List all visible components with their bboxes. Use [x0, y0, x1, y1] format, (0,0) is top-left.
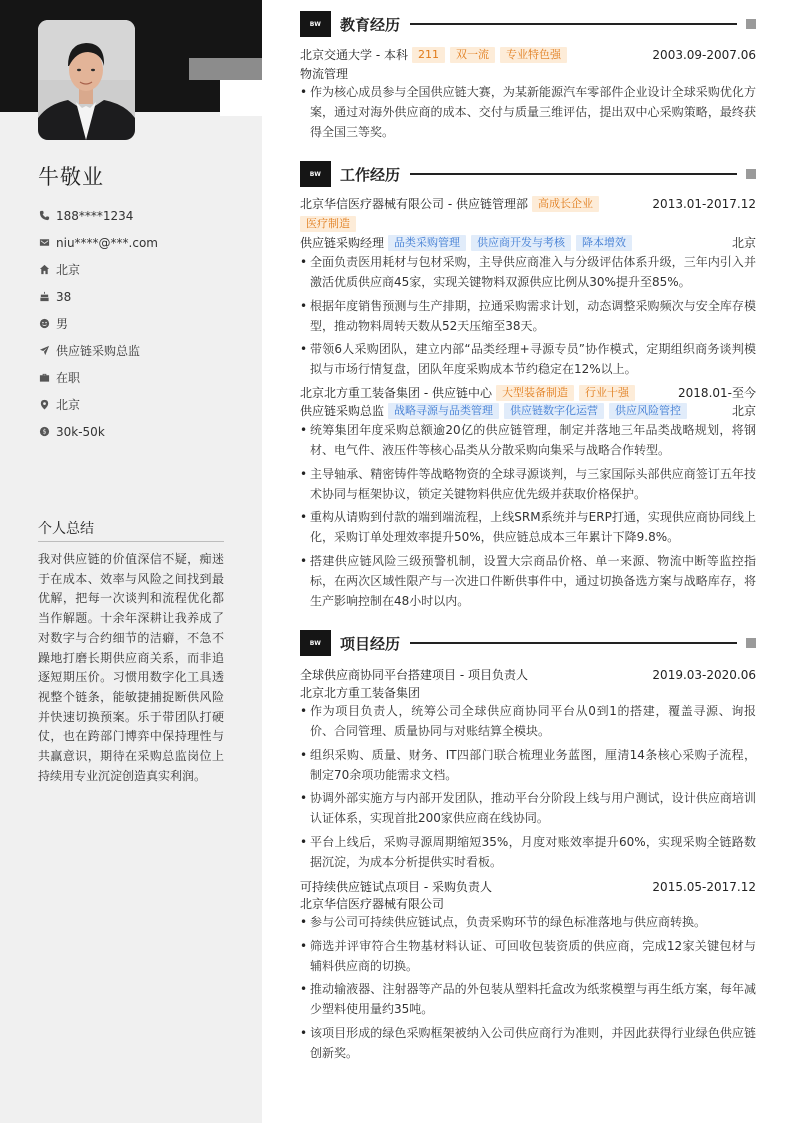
education-header — [300, 11, 756, 37]
job-company-tag-row — [300, 216, 756, 232]
job-date: 2018.01-至今 — [678, 386, 756, 400]
list-item: • 带领6人采购团队，建立内部“品类经理+寻源专员”协作模式，定期组织商务谈判模拟与市场行情复盘，团队年度采购成本节约稳定在12%以上。 — [300, 339, 756, 379]
skill-tag: 降本增效 — [576, 235, 632, 251]
project-date: 2019.03-2020.06 — [652, 667, 756, 682]
list-item: • 该项目形成的绿色采购框架被纳入公司供应商行为准则，并因此获得行业绿色供应链创新奖。 — [300, 1023, 756, 1063]
section-logo: BW — [300, 630, 331, 656]
salary-icon — [38, 426, 50, 438]
job-company-row — [300, 195, 756, 212]
avatar-illustration — [38, 20, 135, 140]
project-name: 可持续供应链试点项目 - 采购负责人 — [300, 880, 492, 894]
header-white-block — [220, 80, 262, 116]
education-bullets — [300, 82, 756, 146]
list-item: • 根据年度销售预测与生产排期，拉通采购需求计划，动态调整采购频次与安全库存模型，推动物料周转天数从52天压缩至38天。 — [300, 296, 756, 336]
project-org-row — [300, 895, 756, 912]
project-bullets — [300, 912, 756, 1066]
job-date: 2013.01-2017.12 — [652, 196, 756, 211]
job-bullets — [300, 420, 756, 614]
skill-tag: 供应链数字化运营 — [504, 403, 604, 419]
list-item: • 统筹集团年度采购总额逾20亿的供应链管理，制定并落地三年品类战略规划，将钢材、电气件、液压件等核心品类从分散采购向集采与战略合作转型。 — [300, 420, 756, 460]
education-date: 2003.09-2007.06 — [652, 47, 756, 62]
section-divider — [410, 642, 737, 644]
target-position-text: 供应链采购总监 — [56, 344, 141, 358]
summary-title: 个人总结 — [38, 518, 224, 542]
list-item: • 搭建供应链风险三级预警机制，设置大宗商品价格、单一来源、物流中断等监控指标，在两次区域性限产与一次进口件断供事件中，通过切换备选方案与战略库存，将生产影响控制在48小时以内。 — [300, 551, 756, 611]
section-square — [746, 638, 756, 648]
company-tag: 行业十强 — [579, 385, 635, 401]
sidebar — [0, 0, 262, 1123]
project-org: 北京华信医疗器械有限公司 — [300, 897, 445, 911]
skill-tag: 供应商开发与考核 — [471, 235, 571, 251]
send-icon — [38, 345, 50, 357]
school-tag: 专业特色强 — [500, 47, 567, 63]
skill-tag: 品类采购管理 — [388, 235, 466, 251]
cake-icon — [38, 291, 50, 303]
contact-phone — [38, 202, 238, 229]
job-position: 供应链采购经理 — [300, 236, 385, 250]
list-item: • 推动输液器、注射器等产品的外包装从塑料托盒改为纸浆模塑与再生纸方案，每年减少塑料使用量约35吨。 — [300, 979, 756, 1019]
contact-list — [38, 202, 238, 445]
school-name: 北京交通大学 - 本科 — [300, 48, 408, 62]
list-item: • 组织采购、质量、财务、IT四部门联合梳理业务蓝图，厘清14条核心采购子流程，制定70余项功能需求文档。 — [300, 745, 756, 785]
job-position: 供应链采购总监 — [300, 404, 385, 418]
school-tag: 双一流 — [450, 47, 495, 63]
list-item: • 协调外部实施方与内部开发团队，推动平台分阶段上线与用户测试，设计供应商培训认证体系，实现首批200家供应商在线协同。 — [300, 788, 756, 828]
job-city: 北京 — [731, 236, 756, 250]
contact-gender — [38, 310, 238, 337]
section-logo: BW — [300, 11, 331, 37]
skill-tag: 供应风险管控 — [609, 403, 687, 419]
home-icon — [38, 264, 50, 276]
list-item: • 筛选并评审符合生物基材料认证、可回收包装资质的供应商，完成12家关键包材与辅料供应商的切换。 — [300, 936, 756, 976]
location-text: 北京 — [56, 398, 81, 412]
section-divider — [410, 23, 737, 25]
company-tag: 大型装备制造 — [496, 385, 574, 401]
email-text: niu****@***.com — [56, 235, 158, 250]
section-square — [746, 169, 756, 179]
project-date: 2015.05-2017.12 — [652, 879, 756, 894]
candidate-name: 牛敬业 — [38, 165, 104, 189]
briefcase-icon — [38, 372, 50, 384]
gender-text: 男 — [56, 317, 69, 331]
project-org-row — [300, 684, 756, 701]
location-pin-icon — [38, 399, 50, 411]
job-company-row — [300, 384, 756, 401]
job-position-row — [300, 402, 756, 419]
section-divider — [410, 173, 737, 175]
list-item: • 重构从请购到付款的端到端流程，上线SRM系统并与ERP打通，实现供应商协同线上化，采购订单处理效率提升50%，供应链总成本三年累计下降9.8%。 — [300, 507, 756, 547]
project-name-row — [300, 878, 756, 895]
phone-icon — [38, 210, 50, 222]
work-header — [300, 161, 756, 187]
work-title: 工作经历 — [340, 165, 401, 184]
education-major-row — [300, 65, 756, 82]
education-major: 物流管理 — [300, 67, 349, 81]
section-logo: BW — [300, 161, 331, 187]
job-company: 北京北方重工装备集团 - 供应链中心 — [300, 386, 492, 400]
svg-text:$: $ — [41, 427, 47, 436]
project-bullets — [300, 701, 756, 875]
list-item: • 作为项目负责人，统筹公司全球供应商协同平台从0到1的搭建，覆盖寻源、询报价、合同管理、质量协同与对账结算全模块。 — [300, 701, 756, 741]
summary-section — [38, 518, 224, 786]
skill-tag: 战略寻源与品类管理 — [388, 403, 499, 419]
contact-age — [38, 283, 238, 310]
summary-text: 我对供应链的价值深信不疑，痴迷于在成本、效率与风险之间找到最优解，把每一次谈判和流程优化都当作解题。十余年深耕让我养成了对数字与合约细节的洁癖，不急不躁地打磨长期供应商关系，而非追逐短期压价。习惯用数字化工具透视整个链条，能敏捷捕捉断供风险并快速切换预案。乐于带团队打硬仗，也在跨部门博弈中保持理性与共赢意识，期待在采购总监岗位上持续用专业沉淀创造真实利润。 — [38, 552, 224, 783]
school-tag: 211 — [412, 47, 445, 63]
project-name: 全球供应商协同平台搭建项目 - 项目负责人 — [300, 668, 528, 682]
age-text: 38 — [56, 289, 72, 304]
header-gray-block — [189, 58, 262, 80]
contact-target-position — [38, 337, 238, 364]
phone-text: 188****1234 — [56, 208, 134, 223]
contact-hometown — [38, 256, 238, 283]
contact-location — [38, 391, 238, 418]
company-tag: 医疗制造 — [300, 216, 356, 232]
project-name-row — [300, 666, 756, 683]
list-item: • 全面负责医用耗材与包材采购，主导供应商准入与分级评估体系升级，三年内引入并激活优质供应商45家，实现关键物料双源供应比例从30%提升至85%。 — [300, 252, 756, 292]
status-text: 在职 — [56, 371, 81, 385]
list-item: • 作为核心成员参与全国供应链大赛，为某新能源汽车零部件企业设计全球采购优化方案，通过对海外供应商的成本、交付与质量三维评估，提出双中心采购策略，最终获得全国三等奖。 — [300, 82, 756, 142]
section-square — [746, 19, 756, 29]
education-title: 教育经历 — [340, 15, 401, 34]
job-position-row — [300, 234, 756, 251]
list-item: • 参与公司可持续供应链试点，负责采购环节的绿色标准落地与供应商转换。 — [300, 912, 756, 932]
salary-text: 30k-50k — [56, 424, 105, 439]
job-bullets — [300, 252, 756, 383]
education-school-row — [300, 46, 756, 63]
hometown-text: 北京 — [56, 263, 81, 277]
list-item: • 平台上线后，采购寻源周期缩短35%，月度对账效率提升60%，实现采购全链路数据沉淀，为成本分析提供实时看板。 — [300, 832, 756, 872]
project-org: 北京北方重工装备集团 — [300, 686, 421, 700]
mail-icon — [38, 237, 50, 249]
contact-email — [38, 229, 238, 256]
job-company: 北京华信医疗器械有限公司 - 供应链管理部 — [300, 197, 528, 211]
company-tag: 高成长企业 — [532, 196, 599, 212]
projects-title: 项目经历 — [340, 634, 401, 653]
contact-status — [38, 364, 238, 391]
gender-icon — [38, 318, 50, 330]
list-item: • 主导轴承、精密铸件等战略物资的全球寻源谈判，与三家国际头部供应商签订五年技术协同与框架协议，锁定关键物料供应优先级并获取价格保护。 — [300, 464, 756, 504]
job-city: 北京 — [731, 404, 756, 418]
profile-photo — [38, 20, 135, 140]
contact-salary — [38, 418, 238, 445]
projects-header — [300, 630, 756, 656]
